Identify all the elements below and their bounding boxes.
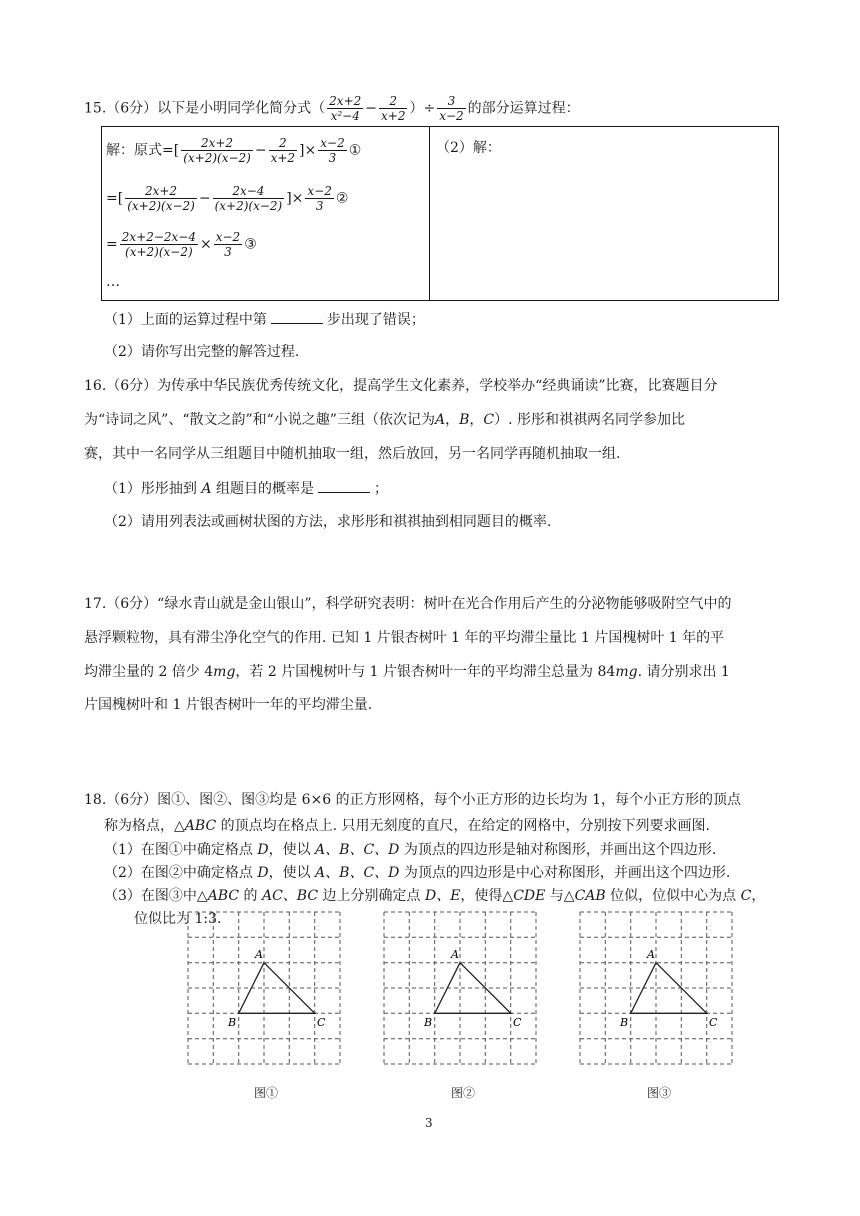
q16-line2: 为“诗词之风”、“散文之韵”和“小说之趣”三组（依次记为A，B，C）. 彤彤和祺祺两名同学参加比 [84, 412, 685, 428]
q15-right-label: （2）解： [436, 140, 501, 156]
label-a: A [451, 948, 459, 961]
q15-sub2: （2）请你写出完整的解答过程. [104, 344, 300, 360]
q15-answer-blank[interactable] [271, 309, 323, 324]
grid-figure-2 [382, 910, 540, 1068]
q15-step3: = $\frac{2x+2-2x-4}{(x+2)(x-2)}$ × $\frac{x-2}{3}$ ③ [106, 230, 257, 259]
q15-intro: 15.（6分）以下是小明同学化简分式（ $\frac{2x+2}{\text{x²−4}}$ − $\frac{2}{x+2}$ ）÷ $\frac{3}{x-2}$ 的部分运算过程： [84, 94, 580, 123]
label-c: C [513, 1016, 522, 1029]
q17-line3: 均滞尘量的 2 倍少 4mg，若 2 片国槐树叶与 1 片银杏树叶一年的平均滞尘总量为 84mg. 请分别求出 1 [84, 664, 730, 680]
q18-sub2: （2）在图②中确定格点 D，使以 A、B、C、D 为顶点的四边形是中心对称图形，并画出这个四边形. [104, 865, 731, 881]
q15-box-divider [429, 126, 430, 300]
q18-line2: 称为格点，△ABC 的顶点均在格点上. 只用无刻度的直尺，在给定的网格中，分别按下列要求画图. [104, 818, 710, 834]
q16-sub1: （1）彤彤抽到 A 组题目的概率是 ； [104, 478, 388, 499]
q18-sub3-line2: 位似比为 1:3. [134, 911, 222, 927]
label-b: B [620, 1016, 629, 1029]
page-number: 3 [425, 1116, 433, 1130]
q18-line1: 18.（6分）图①、图②、图③均是 6×6 的正方形网格，每个小正方形的边长均为 1，每个小正方形的顶点 [84, 792, 741, 808]
label-c: C [709, 1016, 718, 1029]
label-b: B [228, 1016, 237, 1029]
q15-step1: 解：原式=[ $\frac{2x+2}{(x+2)(x-2)}$ − $\frac{2}{x+2}$ ]× $\frac{x-2}{3}$ ① [106, 136, 362, 165]
caption-figure-3: 图③ [647, 1086, 672, 1100]
q18-sub3: （3）在图③中△ABC 的 AC、BC 边上分别确定点 D、E，使得△CDE 与△CAB 位似，位似中心为点 C， [104, 888, 766, 904]
q17-line2: 悬浮颗粒物，具有滞尘净化空气的作用. 已知 1 片银杏树叶 1 年的平均滞尘量比 1 片国槐树叶 1 年的平 [84, 630, 725, 646]
caption-figure-1: 图① [254, 1086, 279, 1100]
q16-sub2: （2）请用列表法或画树状图的方法，求彤彤和祺祺抽到相同题目的概率. [104, 514, 552, 530]
label-a: A [647, 948, 655, 961]
grid-figure-1 [186, 910, 344, 1068]
grid-figure-3 [578, 910, 736, 1068]
caption-figure-2: 图② [451, 1086, 476, 1100]
q18-sub1: （1）在图①中确定格点 D，使以 A、B、C、D 为顶点的四边形是轴对称图形，并画出这个四边形. [104, 842, 717, 858]
grid-lines [188, 912, 340, 1064]
label-a: A [255, 948, 263, 961]
label-c: C [317, 1016, 326, 1029]
q16-line1: 16.（6分）为传承中华民族优秀传统文化，提高学生文化素养，学校举办“经典诵读”比赛，比赛题目分 [84, 378, 718, 394]
label-b: B [424, 1016, 433, 1029]
q15-step2: =[ $\frac{2x+2}{(x+2)(x-2)}$ − $\frac{2x-4}{(x+2)(x-2)}$ ]× $\frac{x-2}{3}$ ② [106, 184, 349, 213]
q16-line3: 赛，其中一名同学从三组题目中随机抽取一组，然后放回，另一名同学再随机抽取一组. [84, 446, 621, 462]
q17-line1: 17.（6分）“绿水青山就是金山银山”，科学研究表明：树叶在光合作用后产生的分泌物能够吸附空气中的 [84, 596, 732, 612]
grid-lines [384, 912, 536, 1064]
q15-sub1: （1）上面的运算过程中第 步出现了错误； [104, 309, 425, 330]
q16-answer-blank[interactable] [318, 478, 370, 493]
q15-ellipsis: … [106, 274, 120, 290]
grid-lines [580, 912, 732, 1064]
q17-line4: 片国槐树叶和 1 片银杏树叶一年的平均滞尘量. [84, 697, 373, 713]
